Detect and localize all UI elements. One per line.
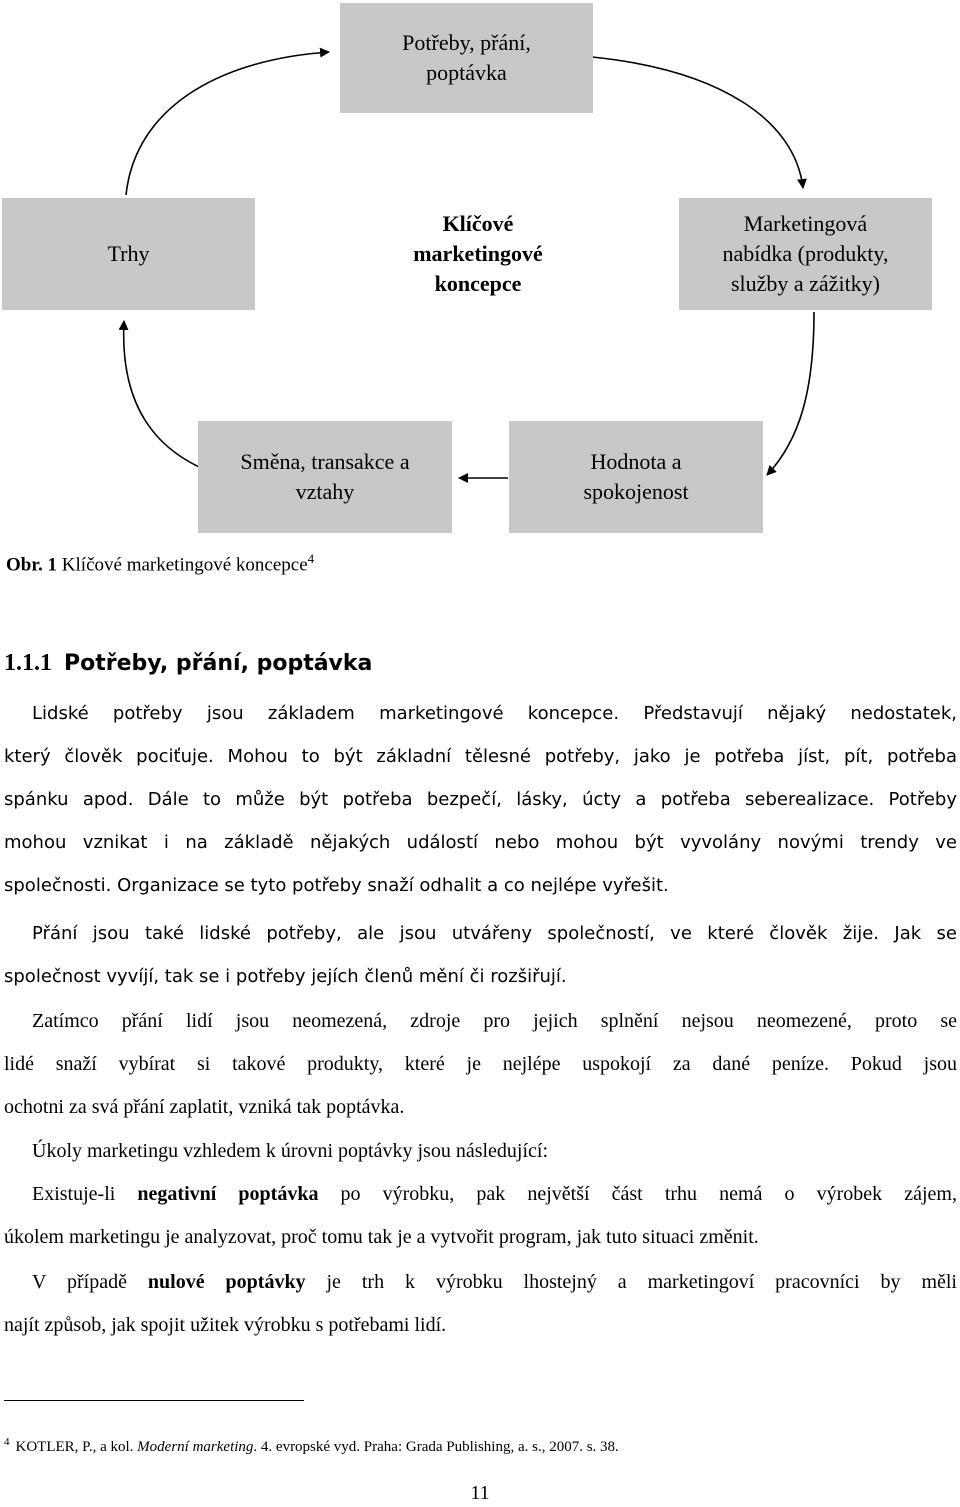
footnote-separator [4, 1400, 304, 1401]
paragraph-zero-demand: V případě nulové poptávky je trh k výrobku lhostejný a marketingoví pracovníci by měli najít způsob, jak spojit užitek výrobku s potřebami lidí. [4, 1271, 957, 1336]
node-core-concepts: Klíčové marketingové koncepce [413, 211, 543, 296]
paragraph-wants: Přání jsou také lidské potřeby, ale jsou utvářeny společností, ve které člověk žije. Jak se společnost vyvíjí, tak se i potřeby jejích členů mění či rozšiřují. [4, 923, 957, 987]
paragraph-marketing-tasks: Úkoly marketingu vzhledem k úrovni poptávky jsou následující: [32, 1140, 549, 1162]
node-markets: Trhy [2, 198, 255, 310]
arrow-right-to-bottom-right [767, 312, 814, 475]
paragraph-demand: Zatímco přání lidí jsou neomezená, zdroje pro jejich splnění nejsou neomezené, proto se lidé snaží vybírat si takové produkty, které je nejlépe uspokojí za dané peníze. Pokud jsou ochotni za svá přání zaplatit, vzniká tak poptávka. [4, 1010, 957, 1118]
figure-caption: Obr. 1 Klíčové marketingové koncepce$^4$ [6, 551, 315, 576]
node-marketing-offer: Marketingová nabídka (produkty, služby a zážitky) [679, 198, 932, 310]
page-number: 11 [470, 1482, 490, 1504]
footnote: $^4$ KOTLER, P., a kol. Moderní marketing. 4. evropské vyd. Praha: Grada Publishing, a. s., 2007. s. 38. [4, 1436, 619, 1455]
node-exchange-relationships: Směna, transakce a vztahy [198, 421, 452, 533]
paragraph-negative-demand: Existuje-li negativní poptávka po výrobku, pak největší část trhu nemá o výrobek zájem, úkolem marketingu je analyzovat, proč tomu tak je a vytvořit program, jak tuto situaci změnit. [4, 1183, 957, 1248]
paragraph-needs: Lidské potřeby jsou základem marketingové koncepce. Představují nějaký nedostatek, který člověk pociťuje. Mohou to být základní tělesné potřeby, jako je potřeba jíst, pít, potřeba spánku apod. Dále to může být potřeba bezpečí, lásky, úcty a potřeba seberealizace. Potřeby mohou vznikat i na základě nějakých událostí nebo mohou být vyvolány novými trendy ve společnosti. Organizace se tyto potřeby snaží odhalit a co nejlépe vyřešit. [4, 703, 957, 896]
node-value-satisfaction: Hodnota a spokojenost [509, 421, 763, 533]
node-needs-wants-demand: Potřeby, přání, poptávka [340, 3, 593, 113]
arrow-left-to-top [126, 52, 329, 195]
section-heading: 1.1.1 Potřeby, přání, poptávka [4, 650, 373, 676]
arrow-top-to-right [592, 57, 803, 188]
